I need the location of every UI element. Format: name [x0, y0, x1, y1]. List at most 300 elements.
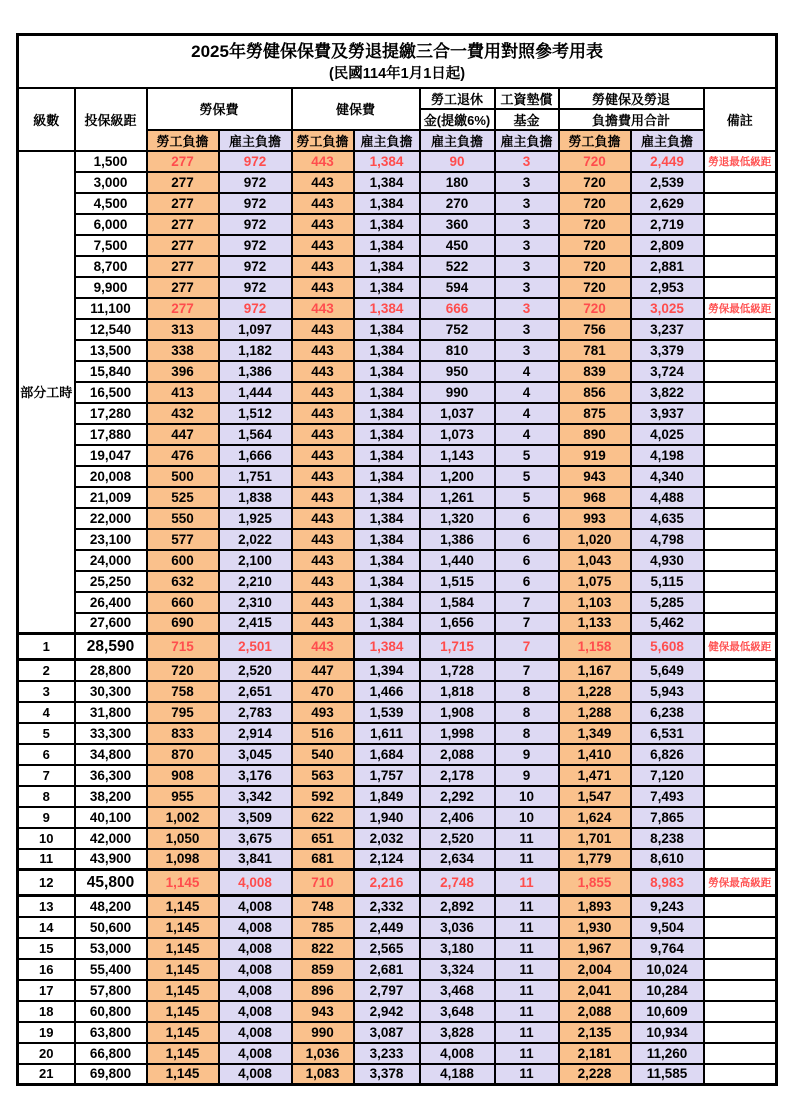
cell-health-employer: 1,384: [354, 193, 420, 214]
cell-health-employee: 443: [292, 319, 354, 340]
cell-total-employer: 4,025: [631, 424, 704, 445]
cell-health-employer: 2,942: [354, 1001, 420, 1022]
cell-total-employer: 7,865: [631, 807, 704, 828]
cell-labor-employer: 4,008: [219, 938, 292, 959]
cell-health-employee: 443: [292, 340, 354, 361]
cell-labor-employer: 4,008: [219, 1043, 292, 1064]
cell-wage-fund-employer: 11: [495, 959, 559, 980]
cell-remark: [704, 487, 777, 508]
cell-total-employee: 1,930: [559, 917, 631, 938]
col-header-level: 級數: [18, 88, 75, 151]
table-row: [18, 319, 777, 340]
cell-remark: [704, 828, 777, 849]
cell-pension-employer: 360: [420, 214, 495, 235]
cell-wage-fund-employer: 11: [495, 1043, 559, 1064]
col-header-total-line2: 負擔費用合計: [559, 109, 704, 130]
cell-bracket: 4,500: [75, 193, 147, 214]
cell-pension-employer: 1,386: [420, 529, 495, 550]
cell-bracket: 6,000: [75, 214, 147, 235]
cell-bracket: 22,000: [75, 508, 147, 529]
cell-wage-fund-employer: 8: [495, 681, 559, 702]
cell-health-employee: 710: [292, 870, 354, 896]
cell-labor-employee: 1,145: [147, 917, 219, 938]
table-row: [18, 938, 777, 959]
cell-bracket: 21,009: [75, 487, 147, 508]
cell-remark: [704, 403, 777, 424]
subheader-health-employee: 勞工負擔: [292, 130, 354, 151]
cell-health-employee: 563: [292, 765, 354, 786]
cell-pension-employer: 752: [420, 319, 495, 340]
cell-pension-employer: 666: [420, 298, 495, 319]
cell-remark: [704, 340, 777, 361]
cell-health-employer: 1,384: [354, 319, 420, 340]
cell-remark: [704, 917, 777, 938]
cell-bracket: 60,800: [75, 1001, 147, 1022]
table-row: [18, 702, 777, 723]
cell-pension-employer: 4,008: [420, 1043, 495, 1064]
cell-labor-employer: 2,100: [219, 550, 292, 571]
cell-bracket: 57,800: [75, 980, 147, 1001]
cell-health-employer: 1,384: [354, 550, 420, 571]
cell-wage-fund-employer: 8: [495, 702, 559, 723]
cell-pension-employer: 450: [420, 235, 495, 256]
cell-level: 10: [18, 828, 75, 849]
cell-labor-employer: 2,310: [219, 592, 292, 613]
cell-wage-fund-employer: 11: [495, 917, 559, 938]
cell-pension-employer: 180: [420, 172, 495, 193]
table-row: [18, 959, 777, 980]
cell-labor-employer: 972: [219, 172, 292, 193]
cell-pension-employer: 2,406: [420, 807, 495, 828]
cell-labor-employer: 4,008: [219, 917, 292, 938]
cell-total-employee: 1,349: [559, 723, 631, 744]
cell-labor-employer: 2,914: [219, 723, 292, 744]
cell-total-employer: 2,881: [631, 256, 704, 277]
cell-level: 19: [18, 1022, 75, 1043]
cell-pension-employer: 2,748: [420, 870, 495, 896]
premium-reference-table: [16, 33, 778, 1086]
cell-pension-employer: 1,143: [420, 445, 495, 466]
cell-bracket: 9,900: [75, 277, 147, 298]
cell-labor-employer: 1,751: [219, 466, 292, 487]
cell-labor-employee: 908: [147, 765, 219, 786]
cell-wage-fund-employer: 7: [495, 613, 559, 634]
cell-health-employee: 443: [292, 298, 354, 319]
cell-health-employer: 1,849: [354, 786, 420, 807]
cell-wage-fund-employer: 9: [495, 765, 559, 786]
cell-wage-fund-employer: 11: [495, 1001, 559, 1022]
table-row: [18, 487, 777, 508]
cell-bracket: 28,590: [75, 634, 147, 660]
cell-total-employer: 5,943: [631, 681, 704, 702]
cell-health-employee: 592: [292, 786, 354, 807]
cell-pension-employer: 1,908: [420, 702, 495, 723]
cell-total-employee: 1,967: [559, 938, 631, 959]
cell-total-employee: 720: [559, 256, 631, 277]
cell-wage-fund-employer: 3: [495, 235, 559, 256]
cell-labor-employer: 1,666: [219, 445, 292, 466]
cell-labor-employer: 972: [219, 298, 292, 319]
cell-remark: [704, 382, 777, 403]
cell-health-employer: 1,940: [354, 807, 420, 828]
cell-health-employer: 1,384: [354, 298, 420, 319]
cell-wage-fund-employer: 11: [495, 938, 559, 959]
cell-total-employer: 2,629: [631, 193, 704, 214]
cell-labor-employee: 396: [147, 361, 219, 382]
cell-health-employer: 2,124: [354, 849, 420, 870]
cell-wage-fund-employer: 5: [495, 466, 559, 487]
cell-level: 17: [18, 980, 75, 1001]
cell-total-employee: 2,004: [559, 959, 631, 980]
cell-level: 8: [18, 786, 75, 807]
cell-labor-employee: 600: [147, 550, 219, 571]
cell-health-employee: 470: [292, 681, 354, 702]
table-row: [18, 807, 777, 828]
cell-labor-employee: 1,145: [147, 1064, 219, 1085]
cell-labor-employer: 1,925: [219, 508, 292, 529]
cell-health-employee: 1,036: [292, 1043, 354, 1064]
cell-pension-employer: 1,656: [420, 613, 495, 634]
col-header-pension-line1: 勞工退休: [420, 88, 495, 109]
cell-total-employee: 720: [559, 214, 631, 235]
cell-bracket: 23,100: [75, 529, 147, 550]
subheader-total-employer: 雇主負擔: [631, 130, 704, 151]
cell-health-employer: 2,797: [354, 980, 420, 1001]
cell-bracket: 8,700: [75, 256, 147, 277]
cell-remark: [704, 1001, 777, 1022]
cell-health-employee: 443: [292, 382, 354, 403]
cell-total-employer: 2,809: [631, 235, 704, 256]
cell-labor-employee: 1,098: [147, 849, 219, 870]
cell-labor-employer: 1,564: [219, 424, 292, 445]
cell-health-employee: 822: [292, 938, 354, 959]
cell-pension-employer: 90: [420, 151, 495, 172]
cell-labor-employer: 2,022: [219, 529, 292, 550]
cell-level: 2: [18, 660, 75, 681]
cell-wage-fund-employer: 7: [495, 660, 559, 681]
cell-bracket: 1,500: [75, 151, 147, 172]
cell-labor-employee: 447: [147, 424, 219, 445]
cell-total-employer: 4,488: [631, 487, 704, 508]
cell-pension-employer: 3,648: [420, 1001, 495, 1022]
cell-total-employer: 6,826: [631, 744, 704, 765]
cell-health-employer: 1,384: [354, 634, 420, 660]
cell-remark: [704, 807, 777, 828]
table-row: [18, 235, 777, 256]
cell-remark: 勞退最低級距: [704, 151, 777, 172]
cell-total-employer: 4,198: [631, 445, 704, 466]
cell-wage-fund-employer: 10: [495, 786, 559, 807]
cell-pension-employer: 1,728: [420, 660, 495, 681]
cell-total-employee: 890: [559, 424, 631, 445]
table-row: [18, 870, 777, 896]
cell-remark: [704, 1022, 777, 1043]
cell-total-employee: 1,547: [559, 786, 631, 807]
cell-labor-employer: 972: [219, 235, 292, 256]
cell-pension-employer: 270: [420, 193, 495, 214]
page-title: 2025年勞健保保費及勞退提繳三合一費用對照參考用表: [191, 42, 603, 62]
cell-health-employee: 943: [292, 1001, 354, 1022]
cell-total-employee: 1,624: [559, 807, 631, 828]
cell-labor-employee: 277: [147, 172, 219, 193]
cell-labor-employer: 1,386: [219, 361, 292, 382]
cell-remark: [704, 466, 777, 487]
cell-health-employee: 1,083: [292, 1064, 354, 1085]
cell-remark: [704, 1064, 777, 1085]
cell-remark: [704, 702, 777, 723]
cell-bracket: 38,200: [75, 786, 147, 807]
col-header-wage-fund-line1: 工資墊償: [495, 88, 559, 109]
cell-total-employer: 8,610: [631, 849, 704, 870]
cell-health-employee: 443: [292, 256, 354, 277]
table-row: [18, 403, 777, 424]
cell-remark: [704, 765, 777, 786]
cell-level: 5: [18, 723, 75, 744]
cell-remark: [704, 193, 777, 214]
cell-health-employee: 443: [292, 277, 354, 298]
cell-pension-employer: 3,828: [420, 1022, 495, 1043]
cell-labor-employer: 1,182: [219, 340, 292, 361]
cell-total-employee: 1,133: [559, 613, 631, 634]
table-row: [18, 634, 777, 660]
cell-total-employer: 7,120: [631, 765, 704, 786]
cell-pension-employer: 3,468: [420, 980, 495, 1001]
cell-wage-fund-employer: 11: [495, 896, 559, 917]
table-row: [18, 1064, 777, 1085]
cell-health-employer: 2,449: [354, 917, 420, 938]
cell-labor-employee: 1,145: [147, 896, 219, 917]
cell-wage-fund-employer: 6: [495, 508, 559, 529]
table-row: [18, 592, 777, 613]
cell-remark: [704, 214, 777, 235]
cell-remark: [704, 896, 777, 917]
cell-pension-employer: 990: [420, 382, 495, 403]
cell-total-employee: 1,701: [559, 828, 631, 849]
cell-bracket: 50,600: [75, 917, 147, 938]
cell-remark: [704, 571, 777, 592]
table-row: [18, 466, 777, 487]
cell-wage-fund-employer: 5: [495, 487, 559, 508]
cell-labor-employer: 4,008: [219, 1001, 292, 1022]
cell-wage-fund-employer: 4: [495, 382, 559, 403]
cell-total-employee: 756: [559, 319, 631, 340]
cell-total-employee: 2,135: [559, 1022, 631, 1043]
cell-pension-employer: 594: [420, 277, 495, 298]
cell-health-employer: 2,565: [354, 938, 420, 959]
cell-wage-fund-employer: 3: [495, 214, 559, 235]
cell-labor-employer: 972: [219, 151, 292, 172]
cell-pension-employer: 1,584: [420, 592, 495, 613]
cell-total-employee: 720: [559, 151, 631, 172]
cell-labor-employee: 1,050: [147, 828, 219, 849]
cell-total-employee: 943: [559, 466, 631, 487]
cell-wage-fund-employer: 11: [495, 980, 559, 1001]
cell-remark: [704, 980, 777, 1001]
cell-health-employee: 443: [292, 487, 354, 508]
cell-health-employer: 1,384: [354, 592, 420, 613]
cell-total-employee: 2,228: [559, 1064, 631, 1085]
cell-health-employee: 443: [292, 529, 354, 550]
cell-labor-employer: 2,651: [219, 681, 292, 702]
cell-labor-employee: 277: [147, 298, 219, 319]
cell-total-employer: 4,798: [631, 529, 704, 550]
cell-remark: [704, 235, 777, 256]
cell-bracket: 48,200: [75, 896, 147, 917]
cell-total-employer: 6,238: [631, 702, 704, 723]
cell-labor-employee: 660: [147, 592, 219, 613]
cell-total-employee: 1,103: [559, 592, 631, 613]
cell-health-employee: 443: [292, 445, 354, 466]
cell-bracket: 7,500: [75, 235, 147, 256]
subheader-labor-employee: 勞工負擔: [147, 130, 219, 151]
cell-labor-employer: 2,520: [219, 660, 292, 681]
cell-remark: [704, 424, 777, 445]
cell-labor-employee: 1,145: [147, 1043, 219, 1064]
cell-health-employer: 1,384: [354, 256, 420, 277]
cell-total-employee: 720: [559, 298, 631, 319]
col-header-wage-fund-line2: 基金: [495, 109, 559, 130]
table-row: [18, 681, 777, 702]
cell-labor-employer: 3,045: [219, 744, 292, 765]
cell-wage-fund-employer: 6: [495, 571, 559, 592]
cell-labor-employee: 720: [147, 660, 219, 681]
cell-remark: [704, 508, 777, 529]
table-row: [18, 896, 777, 917]
cell-total-employer: 8,983: [631, 870, 704, 896]
cell-labor-employee: 870: [147, 744, 219, 765]
cell-health-employer: 1,384: [354, 151, 420, 172]
table-row: [18, 744, 777, 765]
cell-labor-employee: 277: [147, 193, 219, 214]
cell-health-employee: 443: [292, 550, 354, 571]
table-row: [18, 980, 777, 1001]
cell-pension-employer: 3,036: [420, 917, 495, 938]
table-row: [18, 1043, 777, 1064]
cell-labor-employee: 690: [147, 613, 219, 634]
cell-health-employer: 1,684: [354, 744, 420, 765]
cell-bracket: 13,500: [75, 340, 147, 361]
cell-remark: [704, 681, 777, 702]
cell-health-employer: 1,384: [354, 613, 420, 634]
cell-labor-employee: 413: [147, 382, 219, 403]
cell-total-employer: 8,238: [631, 828, 704, 849]
cell-total-employee: 1,158: [559, 634, 631, 660]
cell-health-employee: 443: [292, 634, 354, 660]
cell-remark: [704, 660, 777, 681]
cell-total-employer: 4,340: [631, 466, 704, 487]
cell-bracket: 40,100: [75, 807, 147, 828]
cell-remark: [704, 550, 777, 571]
table-row: [18, 1022, 777, 1043]
cell-total-employee: 1,410: [559, 744, 631, 765]
cell-wage-fund-employer: 3: [495, 319, 559, 340]
cell-health-employer: 2,032: [354, 828, 420, 849]
cell-labor-employee: 277: [147, 235, 219, 256]
cell-wage-fund-employer: 3: [495, 340, 559, 361]
cell-total-employee: 839: [559, 361, 631, 382]
cell-health-employer: 1,384: [354, 361, 420, 382]
cell-total-employer: 10,934: [631, 1022, 704, 1043]
cell-health-employee: 443: [292, 508, 354, 529]
cell-health-employer: 1,384: [354, 529, 420, 550]
cell-bracket: 43,900: [75, 849, 147, 870]
cell-pension-employer: 1,037: [420, 403, 495, 424]
cell-total-employee: 720: [559, 277, 631, 298]
cell-remark: [704, 1043, 777, 1064]
cell-total-employer: 11,260: [631, 1043, 704, 1064]
cell-health-employer: 1,611: [354, 723, 420, 744]
cell-total-employer: 7,493: [631, 786, 704, 807]
cell-health-employee: 443: [292, 424, 354, 445]
cell-wage-fund-employer: 3: [495, 298, 559, 319]
cell-labor-employee: 1,145: [147, 1022, 219, 1043]
subheader-pension-employer: 雇主負擔: [420, 130, 495, 151]
table-body: [18, 151, 777, 1085]
table-row: [18, 917, 777, 938]
cell-labor-employee: 758: [147, 681, 219, 702]
cell-labor-employer: 4,008: [219, 959, 292, 980]
cell-total-employee: 1,779: [559, 849, 631, 870]
cell-bracket: 19,047: [75, 445, 147, 466]
cell-total-employer: 4,635: [631, 508, 704, 529]
table-row: [18, 571, 777, 592]
cell-wage-fund-employer: 3: [495, 193, 559, 214]
cell-bracket: 33,300: [75, 723, 147, 744]
cell-labor-employer: 4,008: [219, 980, 292, 1001]
table-row: [18, 361, 777, 382]
cell-labor-employer: 3,176: [219, 765, 292, 786]
title-cell: [18, 35, 777, 88]
table-row: [18, 550, 777, 571]
col-header-health-insurance: 健保費: [292, 88, 420, 130]
table-row: [18, 508, 777, 529]
cell-pension-employer: 2,520: [420, 828, 495, 849]
table-row: [18, 723, 777, 744]
cell-wage-fund-employer: 11: [495, 1022, 559, 1043]
cell-level: 16: [18, 959, 75, 980]
cell-total-employee: 919: [559, 445, 631, 466]
cell-level: 15: [18, 938, 75, 959]
cell-total-employer: 3,937: [631, 403, 704, 424]
table-row: [18, 172, 777, 193]
cell-health-employer: 1,384: [354, 403, 420, 424]
cell-labor-employer: 3,675: [219, 828, 292, 849]
title-row: [18, 35, 777, 88]
cell-labor-employee: 277: [147, 151, 219, 172]
cell-wage-fund-employer: 6: [495, 529, 559, 550]
cell-level: 20: [18, 1043, 75, 1064]
cell-labor-employee: 833: [147, 723, 219, 744]
cell-pension-employer: 1,200: [420, 466, 495, 487]
table-row: [18, 529, 777, 550]
header-row-1: [18, 88, 777, 109]
cell-total-employee: 1,855: [559, 870, 631, 896]
cell-health-employee: 990: [292, 1022, 354, 1043]
cell-remark: [704, 849, 777, 870]
table-row: [18, 214, 777, 235]
cell-labor-employer: 1,512: [219, 403, 292, 424]
cell-bracket: 3,000: [75, 172, 147, 193]
cell-total-employer: 2,719: [631, 214, 704, 235]
cell-labor-employer: 2,415: [219, 613, 292, 634]
cell-bracket: 27,600: [75, 613, 147, 634]
cell-bracket: 20,008: [75, 466, 147, 487]
cell-health-employee: 443: [292, 235, 354, 256]
cell-health-employee: 443: [292, 214, 354, 235]
cell-total-employer: 2,449: [631, 151, 704, 172]
cell-level: 4: [18, 702, 75, 723]
cell-wage-fund-employer: 11: [495, 1064, 559, 1085]
